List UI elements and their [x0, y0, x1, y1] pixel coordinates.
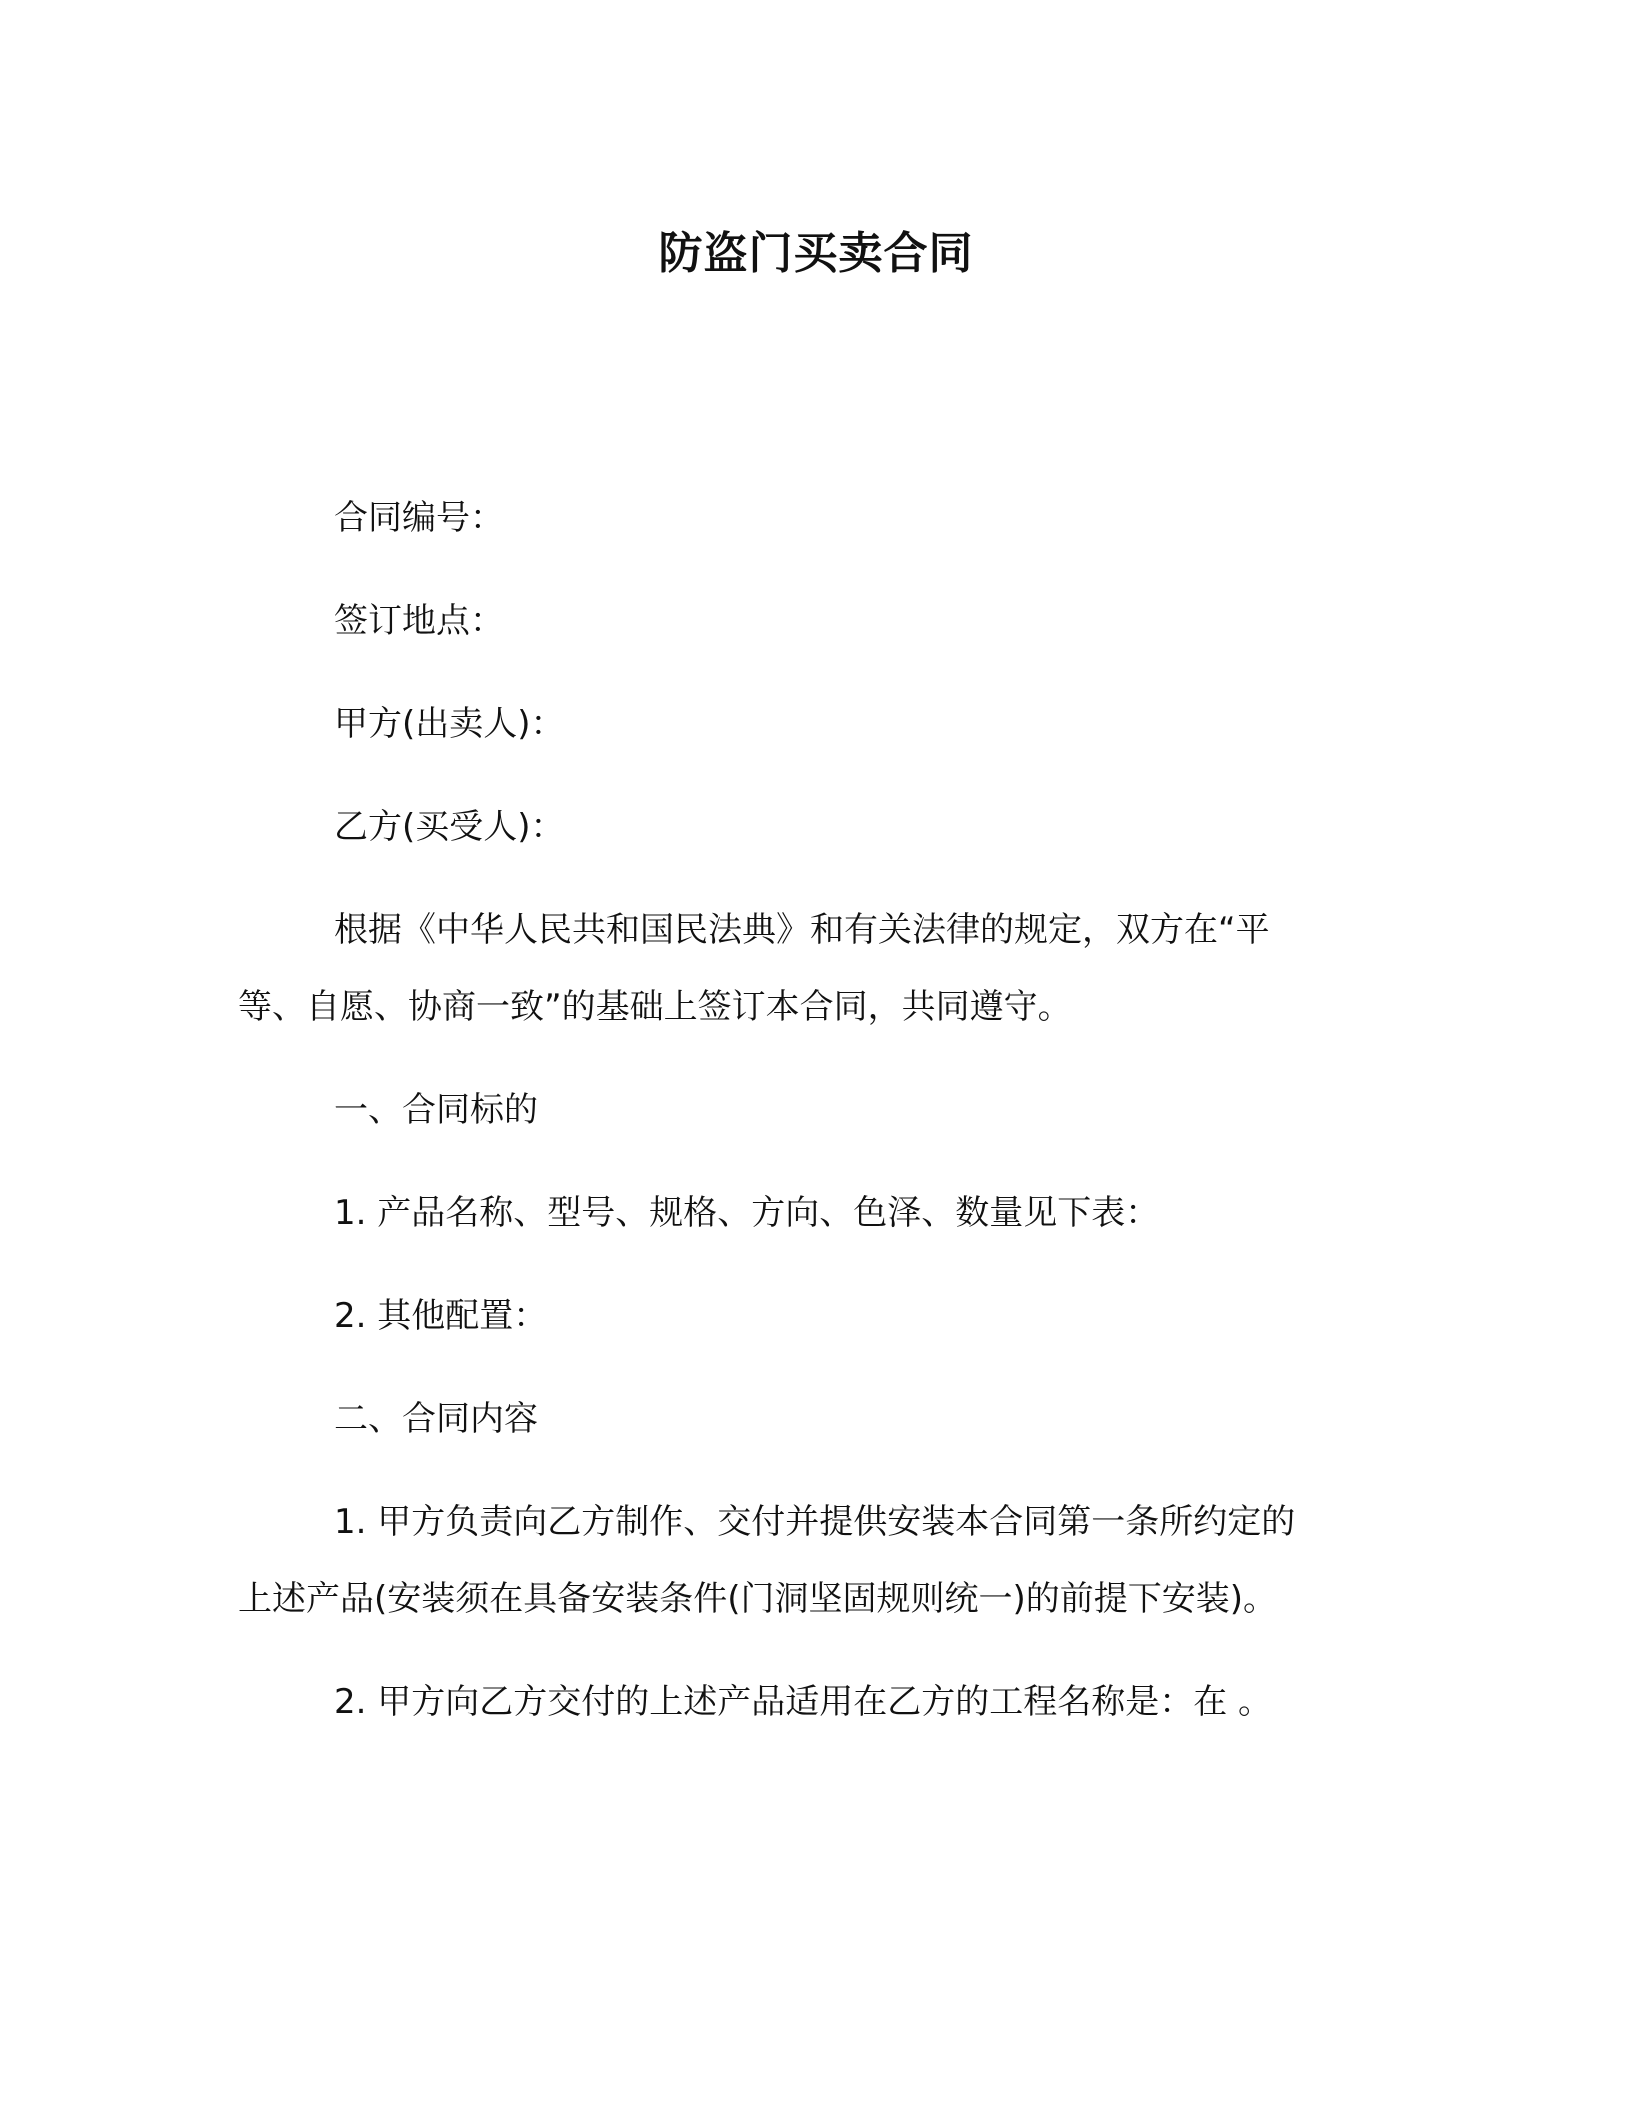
section-2-item-1-line-2: 上述产品(安装须在具备安装条件(门洞坚固规则统一)的前提下安装)。 [238, 1579, 1278, 1619]
preamble-line-1: 根据《中华人民共和国民法典》和有关法律的规定，双方在“平 [334, 910, 1270, 950]
party-b-label: 乙方(买受人)： [334, 807, 565, 847]
contract-number-label: 合同编号： [334, 498, 504, 538]
section-1-item-1: 1. 产品名称、型号、规格、方向、色泽、数量见下表： [334, 1193, 1160, 1233]
section-1-item-2: 2. 其他配置： [334, 1296, 548, 1336]
section-2-heading: 二、合同内容 [334, 1399, 538, 1439]
document-title: 防盗门买卖合同 [658, 228, 974, 279]
signing-place-label: 签订地点： [334, 601, 504, 641]
section-2-item-2: 2. 甲方向乙方交付的上述产品适用在乙方的工程名称是：在 。 [334, 1682, 1273, 1722]
preamble-line-2: 等、自愿、协商一致”的基础上签订本合同，共同遵守。 [238, 987, 1072, 1027]
section-2-item-1-line-1: 1. 甲方负责向乙方制作、交付并提供安装本合同第一条所约定的 [334, 1502, 1296, 1542]
section-1-heading: 一、合同标的 [334, 1090, 538, 1130]
party-a-label: 甲方(出卖人)： [334, 704, 565, 744]
